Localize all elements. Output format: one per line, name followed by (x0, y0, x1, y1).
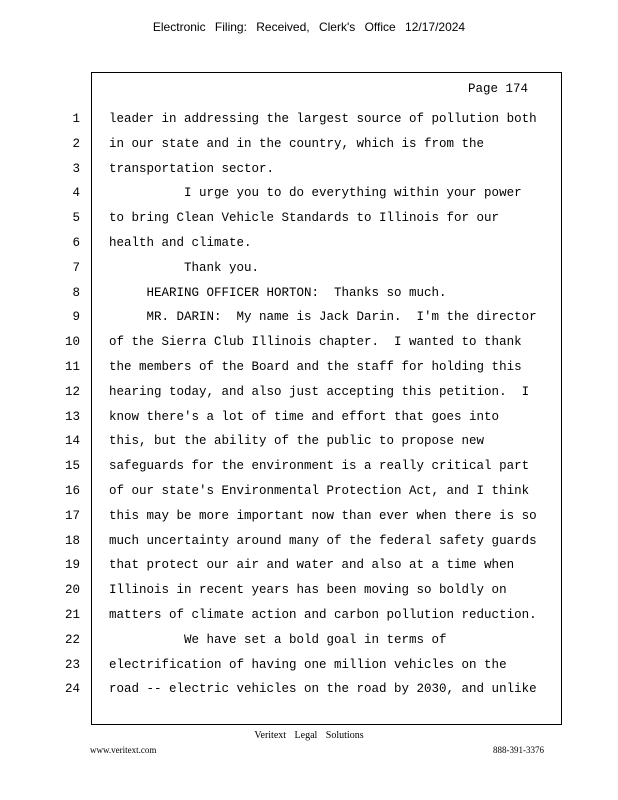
transcript-line: leader in addressing the largest source of pollution both (109, 112, 537, 126)
transcript-line: this, but the ability of the public to propose new (109, 434, 485, 448)
line-number: 17 (64, 509, 80, 523)
footer-phone: 888-391-3376 (493, 745, 544, 755)
transcript-line: that protect our air and water and also at a time when (109, 558, 515, 572)
page-number: Page 174 (468, 82, 529, 96)
line-number: 23 (64, 658, 80, 672)
transcript-line: I urge you to do everything within your power (109, 186, 522, 200)
transcript-line: electrification of having one million vehicles on the (109, 658, 507, 672)
line-number: 3 (72, 162, 80, 176)
transcript-line: the members of the Board and the staff for holding this (109, 360, 522, 374)
line-number: 5 (72, 211, 80, 225)
transcript-line: hearing today, and also just accepting this petition. I (109, 385, 530, 399)
transcript-line: health and climate. (109, 236, 252, 250)
line-number: 13 (64, 410, 80, 424)
line-number: 2 (72, 137, 80, 151)
transcript-line: transportation sector. (109, 162, 275, 176)
transcript-line: MR. DARIN: My name is Jack Darin. I'm the director (109, 310, 537, 324)
line-number: 10 (64, 335, 80, 349)
line-number: 19 (64, 558, 80, 572)
transcript-line: to bring Clean Vehicle Standards to Illinois for our (109, 211, 500, 225)
transcript-line: in our state and in the country, which is from the (109, 137, 485, 151)
line-number: 20 (64, 583, 80, 597)
line-number: 7 (72, 261, 80, 275)
transcript-line: road -- electric vehicles on the road by 2030, and unlike (109, 682, 537, 696)
transcript-line: Illinois in recent years has been moving so boldly on (109, 583, 507, 597)
line-number: 4 (72, 186, 80, 200)
line-number: 16 (64, 484, 80, 498)
line-number: 1 (72, 112, 80, 126)
footer-company: Veritext Legal Solutions (254, 730, 364, 741)
transcript-line: much uncertainty around many of the federal safety guards (109, 534, 537, 548)
transcript-line: HEARING OFFICER HORTON: Thanks so much. (109, 286, 447, 300)
transcript-line: matters of climate action and carbon pollution reduction. (109, 608, 537, 622)
line-number: 11 (64, 360, 80, 374)
transcript-line: Thank you. (109, 261, 260, 275)
transcript-line: of the Sierra Club Illinois chapter. I wanted to thank (109, 335, 522, 349)
filing-header: Electronic Filing: Received, Clerk's Office 12/17/2024 (152, 20, 466, 34)
transcript-line: this may be more important now than ever when there is so (109, 509, 537, 523)
footer-website: www.veritext.com (90, 745, 157, 755)
line-number: 24 (64, 682, 80, 696)
line-number: 12 (64, 385, 80, 399)
line-number: 6 (72, 236, 80, 250)
line-number: 14 (64, 434, 80, 448)
transcript-line: of our state's Environmental Protection Act, and I think (109, 484, 530, 498)
line-number: 18 (64, 534, 80, 548)
line-number: 15 (64, 459, 80, 473)
line-number: 22 (64, 633, 80, 647)
transcript-line: We have set a bold goal in terms of (109, 633, 447, 647)
line-number: 9 (72, 310, 80, 324)
line-number: 21 (64, 608, 80, 622)
transcript-line: safeguards for the environment is a really critical part (109, 459, 530, 473)
transcript-line: know there's a lot of time and effort that goes into (109, 410, 500, 424)
line-number: 8 (72, 286, 80, 300)
